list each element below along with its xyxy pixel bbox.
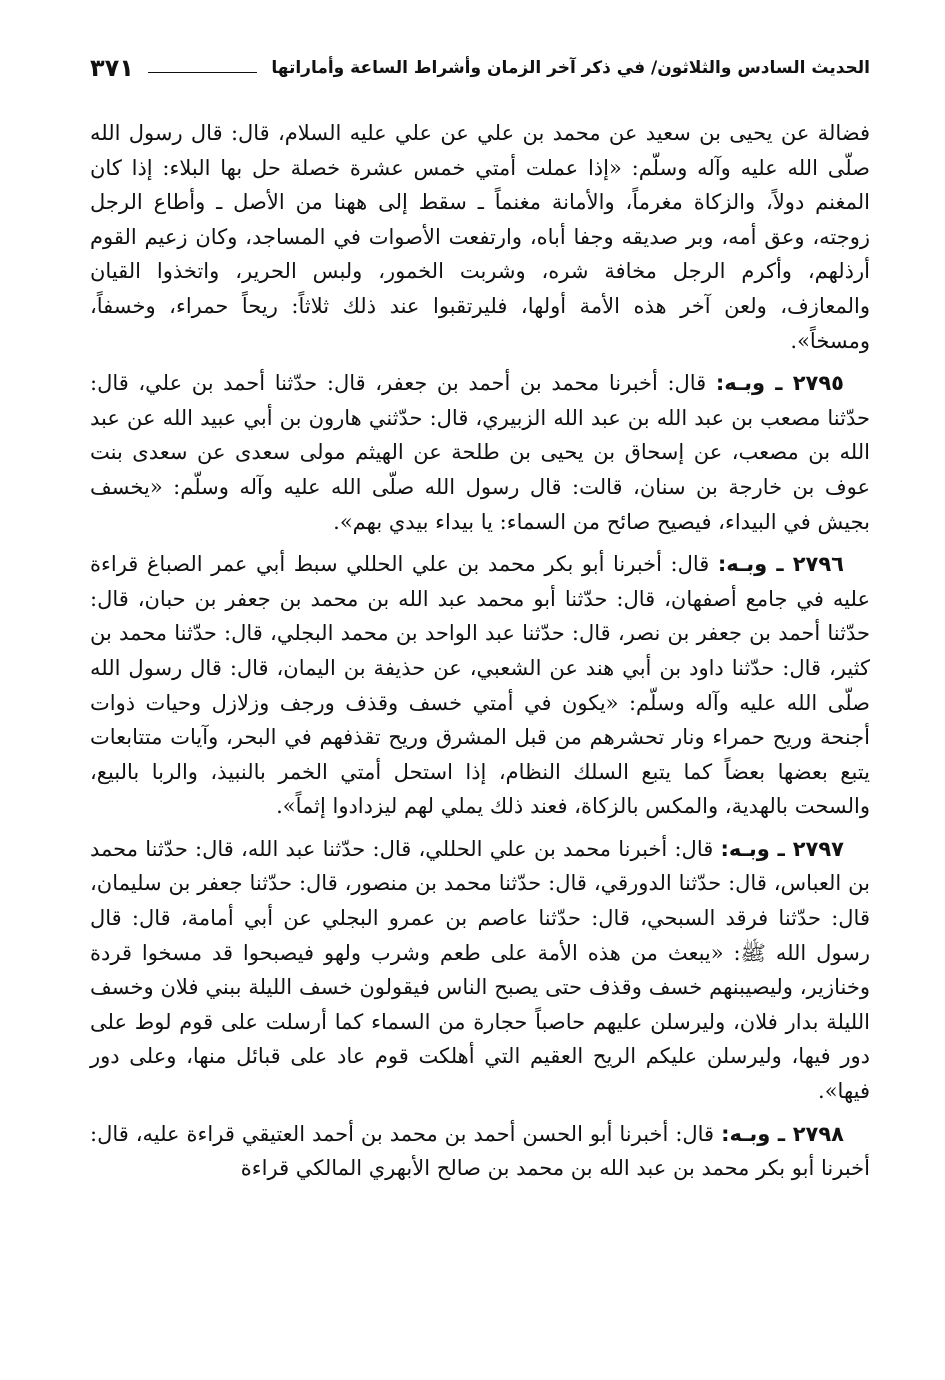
book-page bbox=[90, 48, 870, 1194]
entry-number: ٢٧٩٦ ـ وبـه: bbox=[717, 552, 844, 577]
entry-number: ٢٧٩٧ ـ وبـه: bbox=[720, 836, 844, 861]
page-body bbox=[90, 116, 870, 1186]
paragraph-text: فضالة عن يحيى بن سعيد عن محمد بن علي عن علي عليه السلام، قال: قال رسول الله صلّى الله عليه وآله وسلّم: «إذا عملت أمتي خمس عشرة خصلة حل بها البلاء: إذا كان المغنم دولاً، والزكاة مغرماً، والأمانة مغنماً ـ سقط إلى ههنا من الأصل ـ وأطاع الرجل زوجته، وعق أمه، وبر صديقه وجفا أباه، وارتفعت الأصوات في المساجد، وكان زعيم القوم أرذلهم، وأكرم الرجل مخافة شره، وشربت الخمور، ولبس الحرير، واتخذوا القيان والمعازف، ولعن آخر هذه الأمة أولها، فليرتقبوا عند ذلك ثلاثاً: ريحاً حمراء، وخسفاً، ومسخاً». bbox=[90, 121, 870, 353]
page-number: ٣٧١ bbox=[90, 54, 134, 82]
header-rule bbox=[148, 72, 257, 73]
paragraph-text: قال: أخبرنا أبو الحسن أحمد بن محمد بن أحمد العتيقي قراءة عليه، قال: أخبرنا أبو بكر محمد بن عبد الله بن محمد بن صالح الأبهري المالكي قراءة bbox=[90, 1121, 870, 1181]
paragraph-text: قال: أخبرنا محمد بن أحمد بن جعفر، قال: حدّثنا أحمد بن علي، قال: حدّثنا مصعب بن عبد الله بن عبد الله الزبيري، قال: حدّثني هارون بن أبي عبيد الله عن عبد الله بن مصعب، عن إسحاق بن يحيى بن طلحة عن الهيثم مولى سعدى عن سعدى بنت عوف بن خارجة بن سنان، قالت: قال رسول الله صلّى الله عليه وآله وسلّم: «يخسف بجيش في البيداء، فيصيح صائح من السماء: يا بيداء بيدي بهم». bbox=[90, 371, 870, 534]
running-header bbox=[90, 48, 870, 88]
paragraph-text: قال: أخبرنا أبو بكر محمد بن علي الحللي سبط أبي عمر الصباغ قراءة عليه في جامع أصفهان، قال: حدّثنا أبو محمد عبد الله بن محمد بن جعفر بن حبان، قال: حدّثنا أحمد بن جعفر بن نصر، قال: حدّثنا عبد الواحد بن محمد البجلي، قال: حدّثنا محمد بن كثير، قال: حدّثنا داود بن أبي هند عن الشعبي، عن حذيفة بن اليمان، قال: قال رسول الله صلّى الله عليه وآله وسلّم: «يكون في أمتي خسف وقذف ورجف وزلازل وحيات ذوات أجنحة وريح حمراء ونار تحشرهم من قبل المشرق وريح تقذفهم في البحر، وآيات متتابعات يتبع بعضها بعضاً كما يتبع السلك النظام، إذا استحل أمتي الخمر بالنبيذ، والربا بالبيع، والسحت بالهدية، والمكس بالزكاة، فعند ذلك يملي لهم ليزدادوا إثماً». bbox=[90, 552, 870, 819]
chapter-title: الحديث السادس والثلاثون/ في ذكر آخر الزمان وأشراط الساعة وأماراتها bbox=[271, 58, 870, 78]
entry-number: ٢٧٩٨ ـ وبـه: bbox=[721, 1121, 844, 1146]
hadith-entry bbox=[90, 547, 870, 824]
paragraph bbox=[90, 116, 870, 358]
entry-number: ٢٧٩٥ ـ وبـه: bbox=[715, 371, 844, 396]
hadith-entry bbox=[90, 366, 870, 539]
hadith-entry bbox=[90, 1117, 870, 1186]
hadith-entry bbox=[90, 832, 870, 1109]
paragraph-text: قال: أخبرنا محمد بن علي الحللي، قال: حدّثنا عبد الله، قال: حدّثنا محمد بن العباس، قال: حدّثنا الدورقي، قال: حدّثنا محمد بن منصور، قال: حدّثنا جعفر بن سليمان، قال: حدّثنا فرقد السبحي، قال: حدّثنا عاصم بن عمرو البجلي عن أبي أمامة، قال: قال رسول الله ﷺ: «يبعث من هذه الأمة على طعم وشرب ولهو فيصبحوا قد مسخوا قردة وخنازير، وليصيبنهم خسف وقذف حتى يصبح الناس فيقولون خسف الليلة ببني فلان وخسف الليلة بدار فلان، وليرسلن عليهم حاصباً حجارة من السماء كما أرسلت على قوم لوط على دور فيها، وليرسلن عليكم الريح العقيم التي أهلكت قوم عاد على قبائل منها، وعلى دور فيها». bbox=[90, 836, 870, 1104]
